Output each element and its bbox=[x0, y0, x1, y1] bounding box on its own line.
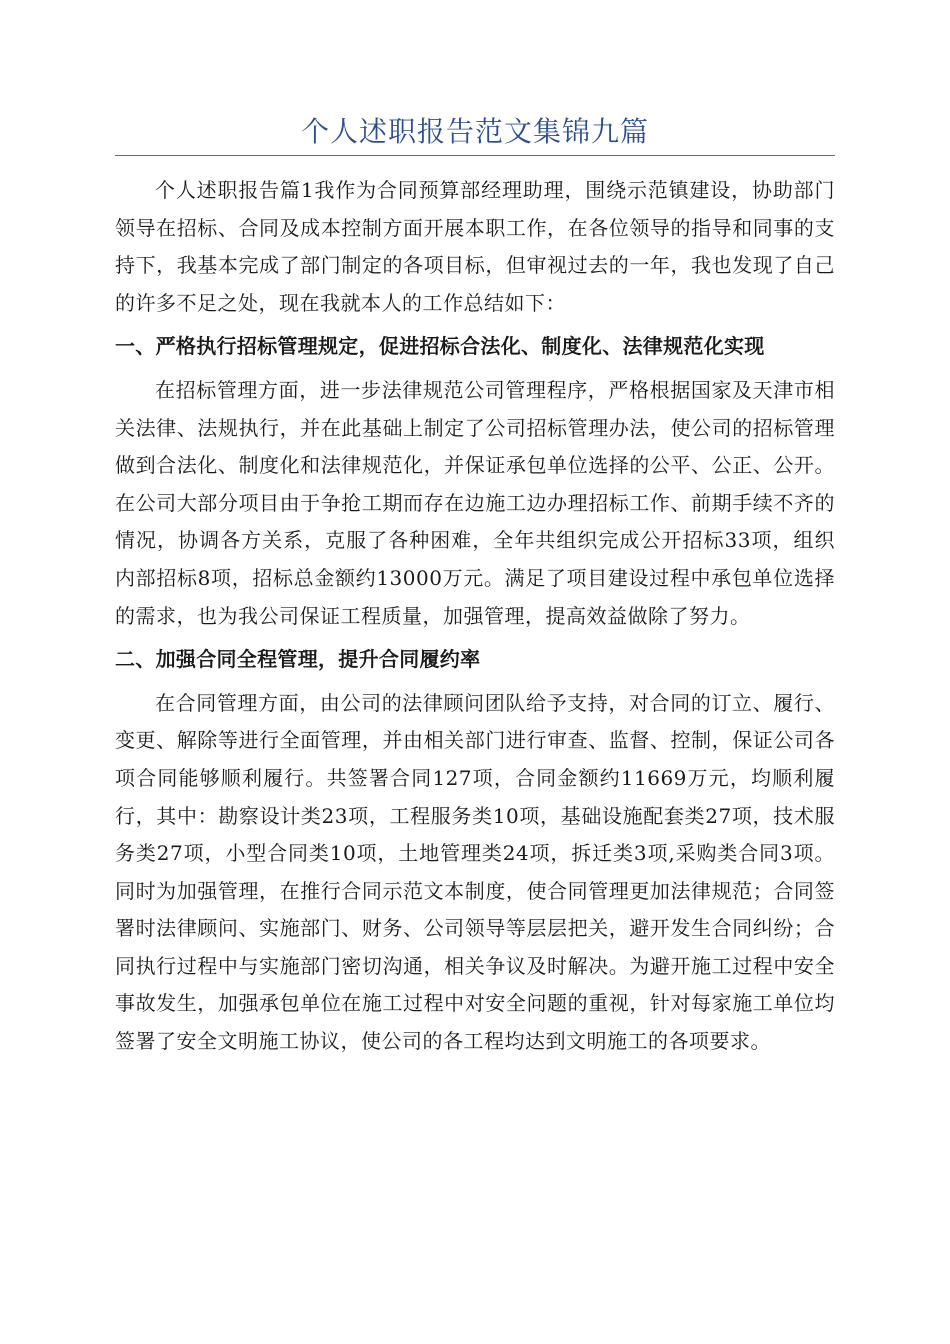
document-body bbox=[115, 172, 835, 1067]
title-divider bbox=[115, 155, 835, 156]
page-title: 个人述职报告范文集锦九篇 bbox=[300, 115, 649, 148]
section-heading-1: 一、严格执行招标管理规定，促进招标合法化、制度化、法律规范化实现 bbox=[115, 334, 765, 359]
intro-paragraph: 个人述职报告篇1我作为合同预算部经理助理，围绕示范镇建设，协助部门领导在招标、合同及成本控制方面开展本职工作，在各位领导的指导和同事的支持下，我基本完成了部门制定的各项目标，但审视过去的一年，我也发现了自己的许多不足之处，现在我就本人的工作总结如下： bbox=[115, 178, 835, 315]
section-2-paragraph: 在合同管理方面，由公司的法律顾问团队给予支持，对合同的订立、履行、变更、解除等进行全面管理，并由相关部门进行审查、监督、控制，保证公司各项合同能够顺利履行。共签署合同127项，合同金额约11669万元，均顺利履行，其中：勘察设计类23项，工程服务类10项，基础设施配套类27项，技术服务类27项，小型合同类10项，土地管理类24项，拆迁类3项,采购类合同3项。同时为加强管理，在推行合同示范文本制度，使合同管理更加法律规范；合同签署时法律顾问、实施部门、财务、公司领导等层层把关，避开发生合同纠纷；合同执行过程中与实施部门密切沟通，相关争议及时解决。为避开施工过程中安全事故发生，加强承包单位在施工过程中对安全问题的重视，针对每家施工单位均签署了安全文明施工协议，使公司的各工程均达到文明施工的各项要求。 bbox=[115, 690, 835, 1054]
section-heading-2: 二、加强合同全程管理，提升合同履约率 bbox=[115, 647, 481, 672]
section-1-paragraph: 在招标管理方面，进一步法律规范公司管理程序，严格根据国家及天津市相关法律、法规执行，并在此基础上制定了公司招标管理办法，使公司的招标管理做到合法化、制度化和法律规范化，并保证承包单位选择的公平、公正、公开。在公司大部分项目由于争抢工期而存在边施工边办理招标工作、前期手续不齐的情况，协调各方关系，克服了各种困难，全年共组织完成公开招标33项，组织内部招标8项，招标总金额约13000万元。满足了项目建设过程中承包单位选择的需求，也为我公司保证工程质量，加强管理，提高效益做除了努力。 bbox=[115, 377, 835, 628]
